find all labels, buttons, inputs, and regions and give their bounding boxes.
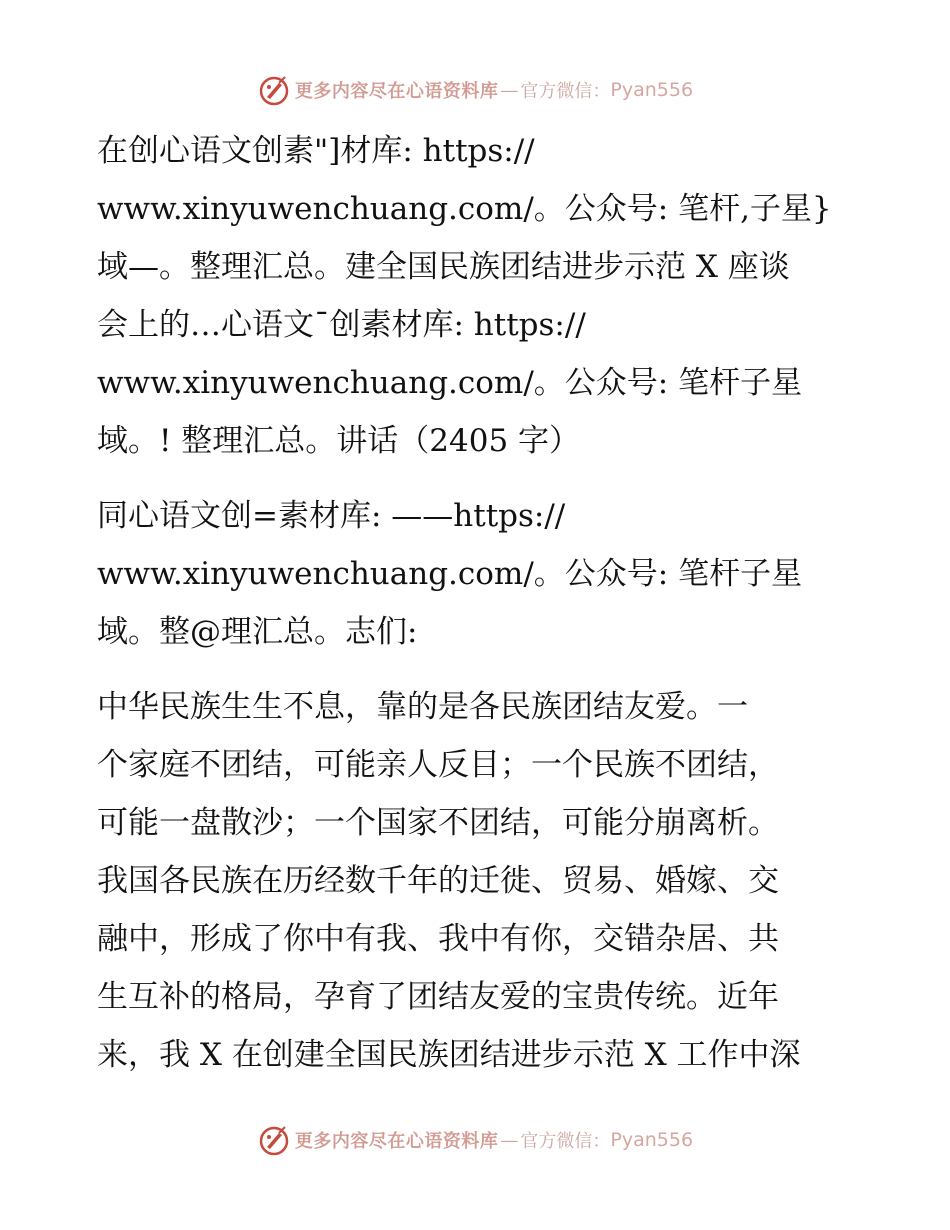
watermark-wechat-label: 官方微信： (520, 1131, 611, 1152)
text-line: www.xinyuwenchuang.com/。公众号: 笔杆,子星} (97, 191, 832, 227)
text-line: 在创心语文创素"]材库: https:// (97, 133, 535, 169)
paragraph-greeting (97, 487, 857, 661)
watermark-separator: — (500, 79, 519, 101)
text-line: www.xinyuwenchuang.com/。公众号: 笔杆子星 (97, 365, 803, 401)
watermark-separator: — (500, 1129, 519, 1151)
text-line: 生互补的格局，孕育了团结友爱的宝贵传统。近年 (97, 979, 779, 1015)
text-line: 域。整@理汇总。志们: (97, 614, 418, 650)
text-line: 中华民族生生不息，靠的是各民族团结友爱。一 (97, 689, 748, 725)
text-line: 个家庭不团结，可能亲人反目；一个民族不团结， (97, 747, 779, 783)
paragraph-title (97, 122, 857, 470)
text-line: 我国各民族在历经数千年的迁徙、贸易、婚嫁、交 (97, 863, 779, 899)
watermark-main-text: 更多内容尽在心语资料库 (294, 1131, 499, 1152)
text-line: 同心语文创=素材库: ——https:// (97, 498, 566, 534)
text-line: 融中，形成了你中有我、我中有你，交错杂居、共 (97, 921, 779, 957)
quill-logo-icon (257, 1123, 291, 1157)
text-line: www.xinyuwenchuang.com/。公众号: 笔杆子星 (97, 556, 803, 592)
quill-logo-icon (257, 73, 291, 107)
paragraph-body (97, 678, 857, 1084)
document-body (97, 122, 857, 1084)
text-line: 可能一盘散沙；一个国家不团结，可能分崩离析。 (97, 805, 779, 841)
text-line: 域。! 整理汇总。讲话（2405 字） (97, 423, 581, 459)
text-line: 域—。整理汇总。建全国民族团结进步示范 X 座谈 (97, 249, 790, 285)
footer-watermark (0, 1120, 950, 1160)
watermark-wechat-id: Pyan556 (610, 79, 694, 101)
text-line: 会上的…心语文¯创素材库: https:// (97, 307, 586, 343)
watermark-wechat-label: 官方微信： (520, 81, 611, 102)
watermark-main-text: 更多内容尽在心语资料库 (294, 81, 499, 102)
header-watermark (0, 70, 950, 110)
text-line: 来，我 X 在创建全国民族团结进步示范 X 工作中深 (97, 1037, 801, 1073)
watermark-wechat-id: Pyan556 (610, 1129, 694, 1151)
